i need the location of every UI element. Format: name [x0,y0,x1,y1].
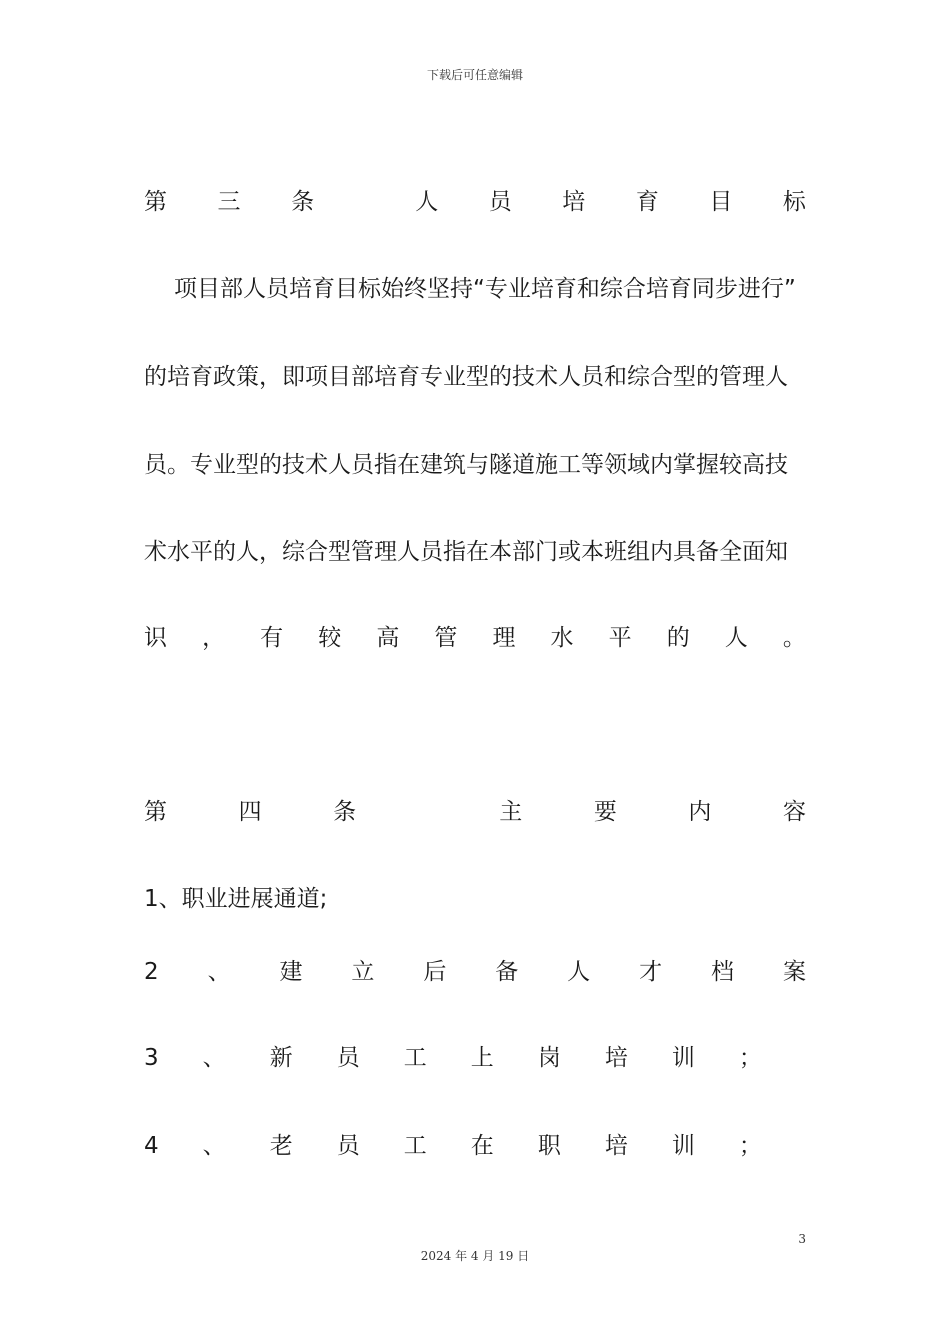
list-char: 工 [403,1133,427,1159]
paragraph-char: 。 [782,625,806,651]
list-char: 2 [144,959,159,985]
heading-char: 第 [144,189,167,215]
heading-char: 目 [709,189,733,215]
heading-char: 主 [499,799,523,825]
list-char: 建 [279,959,303,985]
article-4-heading [144,797,806,827]
list-item-1: 1、职业进展通道; [144,886,328,912]
list-char: 、 [207,959,231,985]
heading-char: 内 [688,799,712,825]
list-char: 档 [711,959,735,985]
list-char: 立 [351,959,375,985]
page-number: 3 [798,1232,806,1246]
paragraph-char: 高 [376,625,400,651]
list-char: 案 [782,959,806,985]
heading-char: 容 [782,799,806,825]
list-char: 工 [403,1045,427,1071]
heading-char: 三 [217,189,241,215]
page-header: 下载后可任意编辑 [426,68,523,82]
list-item-3 [144,1043,806,1073]
paragraph-line: 员。专业型的技术人员指在建筑与隧道施工等领域内掌握较高技 [144,452,788,478]
list-char: 、 [202,1045,226,1071]
heading-char: 培 [562,189,586,215]
paragraph-line-last [144,623,806,653]
list-char: 新 [269,1045,293,1071]
list-char: 后 [423,959,447,985]
list-char: 才 [639,959,663,985]
list-char: ； [738,1045,762,1071]
list-char: 培 [604,1133,628,1159]
list-item-2 [144,957,806,987]
paragraph-line: 的培育政策，即项目部培育专业型的技术人员和综合型的管理人 [144,364,788,390]
heading-char: 要 [593,799,617,825]
list-char: 岗 [537,1045,561,1071]
footer-date: 2024 年 4 月 19 日 [420,1249,530,1263]
heading-char: 条 [291,189,315,215]
list-char: 人 [567,959,591,985]
list-char: 老 [269,1133,293,1159]
paragraph-char: 识 [144,625,167,651]
list-item-4 [144,1131,806,1161]
list-char: 、 [202,1133,226,1159]
list-char: 3 [144,1045,159,1071]
paragraph-char: 理 [492,625,516,651]
list-char: ； [738,1133,762,1159]
list-char: 职 [537,1133,561,1159]
list-char: 在 [470,1133,494,1159]
heading-char: 员 [488,189,512,215]
heading-char: 标 [782,189,806,215]
paragraph-char: 管 [434,625,458,651]
list-char: 培 [604,1045,628,1071]
list-char: 员 [336,1045,360,1071]
paragraph-char: 较 [318,625,342,651]
paragraph-char: 人 [724,625,748,651]
list-char: 4 [144,1133,159,1159]
heading-char: 第 [144,799,167,825]
paragraph-char: 有 [260,625,284,651]
heading-char: 条 [333,799,357,825]
list-char: 训 [671,1133,695,1159]
heading-char: 四 [238,799,262,825]
paragraph-line: 项目部人员培育目标始终坚持“专业培育和综合培育同步进行” [174,276,796,302]
list-char: 备 [495,959,519,985]
paragraph-char: 平 [608,625,632,651]
list-char: 训 [671,1045,695,1071]
paragraph-char: 水 [550,625,574,651]
heading-char: 育 [635,189,659,215]
paragraph-char: 的 [666,625,690,651]
paragraph-char: ， [202,625,226,651]
article-3-heading [144,187,806,217]
list-char: 员 [336,1133,360,1159]
list-char: 上 [470,1045,494,1071]
paragraph-line: 术水平的人，综合型管理人员指在本部门或本班组内具备全面知 [144,539,788,565]
heading-char: 人 [415,189,439,215]
